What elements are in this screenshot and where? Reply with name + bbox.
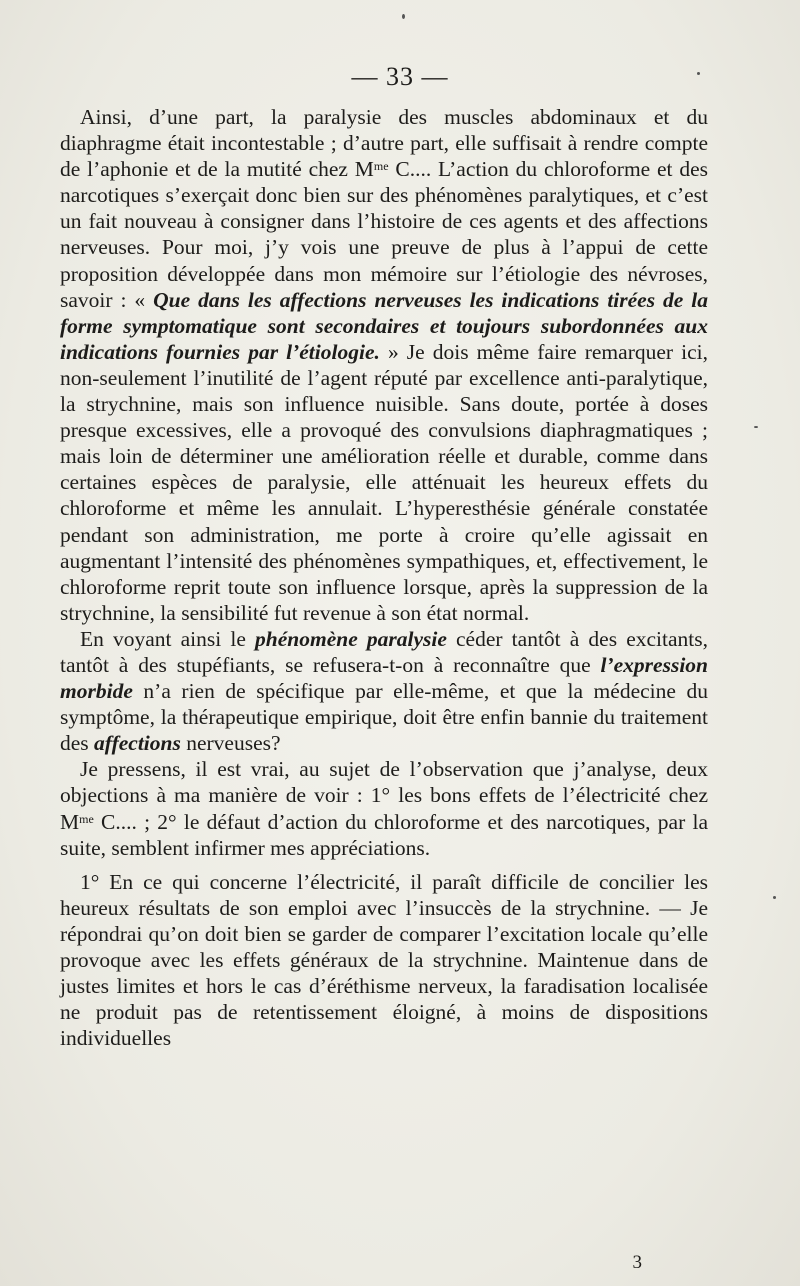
text-run: Ainsi, d’une part, la paralysie des muscles abdominaux et du diaphragme était incontestable ; d’autre part, elle suffisait à rendre compte de l’aphonie et de la mutité chez M: [60, 105, 708, 182]
paragraph-2: [60, 626, 708, 756]
signature-mark: 3: [632, 1252, 642, 1273]
emphasized-text: phénomène paralysie: [255, 626, 447, 651]
paragraph-1: [60, 104, 708, 626]
emphasized-text: l’expression morbide: [60, 652, 708, 704]
paper-speck: [697, 72, 700, 75]
text-run: Je pressens, il est vrai, au sujet de l’observation que j’analyse, deux objections à ma manière de voir : 1° les bons effets de l’électricité chez M: [60, 757, 708, 834]
text-run: nerveuses?: [180, 731, 281, 756]
paragraph-3: [60, 756, 708, 860]
paper-speck: [773, 896, 776, 899]
emphasized-text: Que dans les affections nerveuses les indications tirées de la forme symptomatique sont secondaires et toujours subordonnées aux indications fournies par l’étiologie.: [60, 287, 708, 364]
text-run: » Je dois même faire remarquer ici, non-seulement l’inutilité de l’agent réputé par excellence anti-paralytique, la strychnine, mais son influence nuisible. Sans doute, portée à doses presque excessives, elle a provoqué des convulsions diaphragmatiques ; mais loin de déterminer une amélioration réelle et durable, comme dans certaines espèces de paralysie, elle atténuait les heureux effets du chloroforme et même les annulait. L’hyperesthésie générale constatée pendant son administration, me porte à croire qu’elle agissait en augmentant l’intensité des phénomènes sympathiques, et, effectivement, le chloroforme reprit toute son influence lorsque, après la suppression de la strychnine, la sensibilité fut revenue à son état normal.: [60, 339, 708, 625]
emphasized-text: affections: [94, 731, 181, 756]
text-run: C.... ; 2° le défaut d’action du chloroforme et des narcotiques, par la suite, semblent infirmer mes appréciations.: [60, 809, 708, 860]
text-run: En voyant ainsi le: [80, 626, 256, 651]
body-text: [60, 104, 708, 1051]
text-run: 1° En ce qui concerne l’électricité, il paraît difficile de concilier les heureux résultats de son emploi avec l’insuccès de la strychnine. — Je répondrai qu’on doit bien se garder de comparer l’excitation locale qu’elle provoque avec les effets généraux de la strychnine. Maintenue dans de justes limites et hors le cas d’éréthisme nerveux, la faradisation localisée ne produit pas de retentissement éloigné, à moins de dispositions individuelles: [60, 869, 708, 1051]
paper-speck: [754, 426, 758, 428]
paper-speck: [402, 14, 405, 19]
text-run: n’a rien de spécifique par elle-même, et que la médecine du symptôme, la thérapeutique empirique, doit être enfin bannie du traitement des: [60, 679, 708, 756]
superscript: me: [373, 159, 389, 174]
text-run: C.... L’action du chloroforme et des narcotiques s’exerçait donc bien sur des phénomènes paralytiques, et c’est un fait nouveau à consigner dans l’histoire de ces agents et des affections nerveuses. Pour moi, j’y vois une preuve de plus à l’appui de cette proposition développée dans mon mémoire sur l’étiologie des névroses, savoir : «: [60, 157, 708, 312]
paragraph-4: [60, 869, 708, 1052]
page-number: — 33 —: [351, 62, 449, 91]
text-run: céder tantôt à des excitants, tantôt à des stupéfiants, se refusera-t-on à reconnaître que: [60, 626, 708, 677]
superscript: me: [79, 811, 94, 826]
